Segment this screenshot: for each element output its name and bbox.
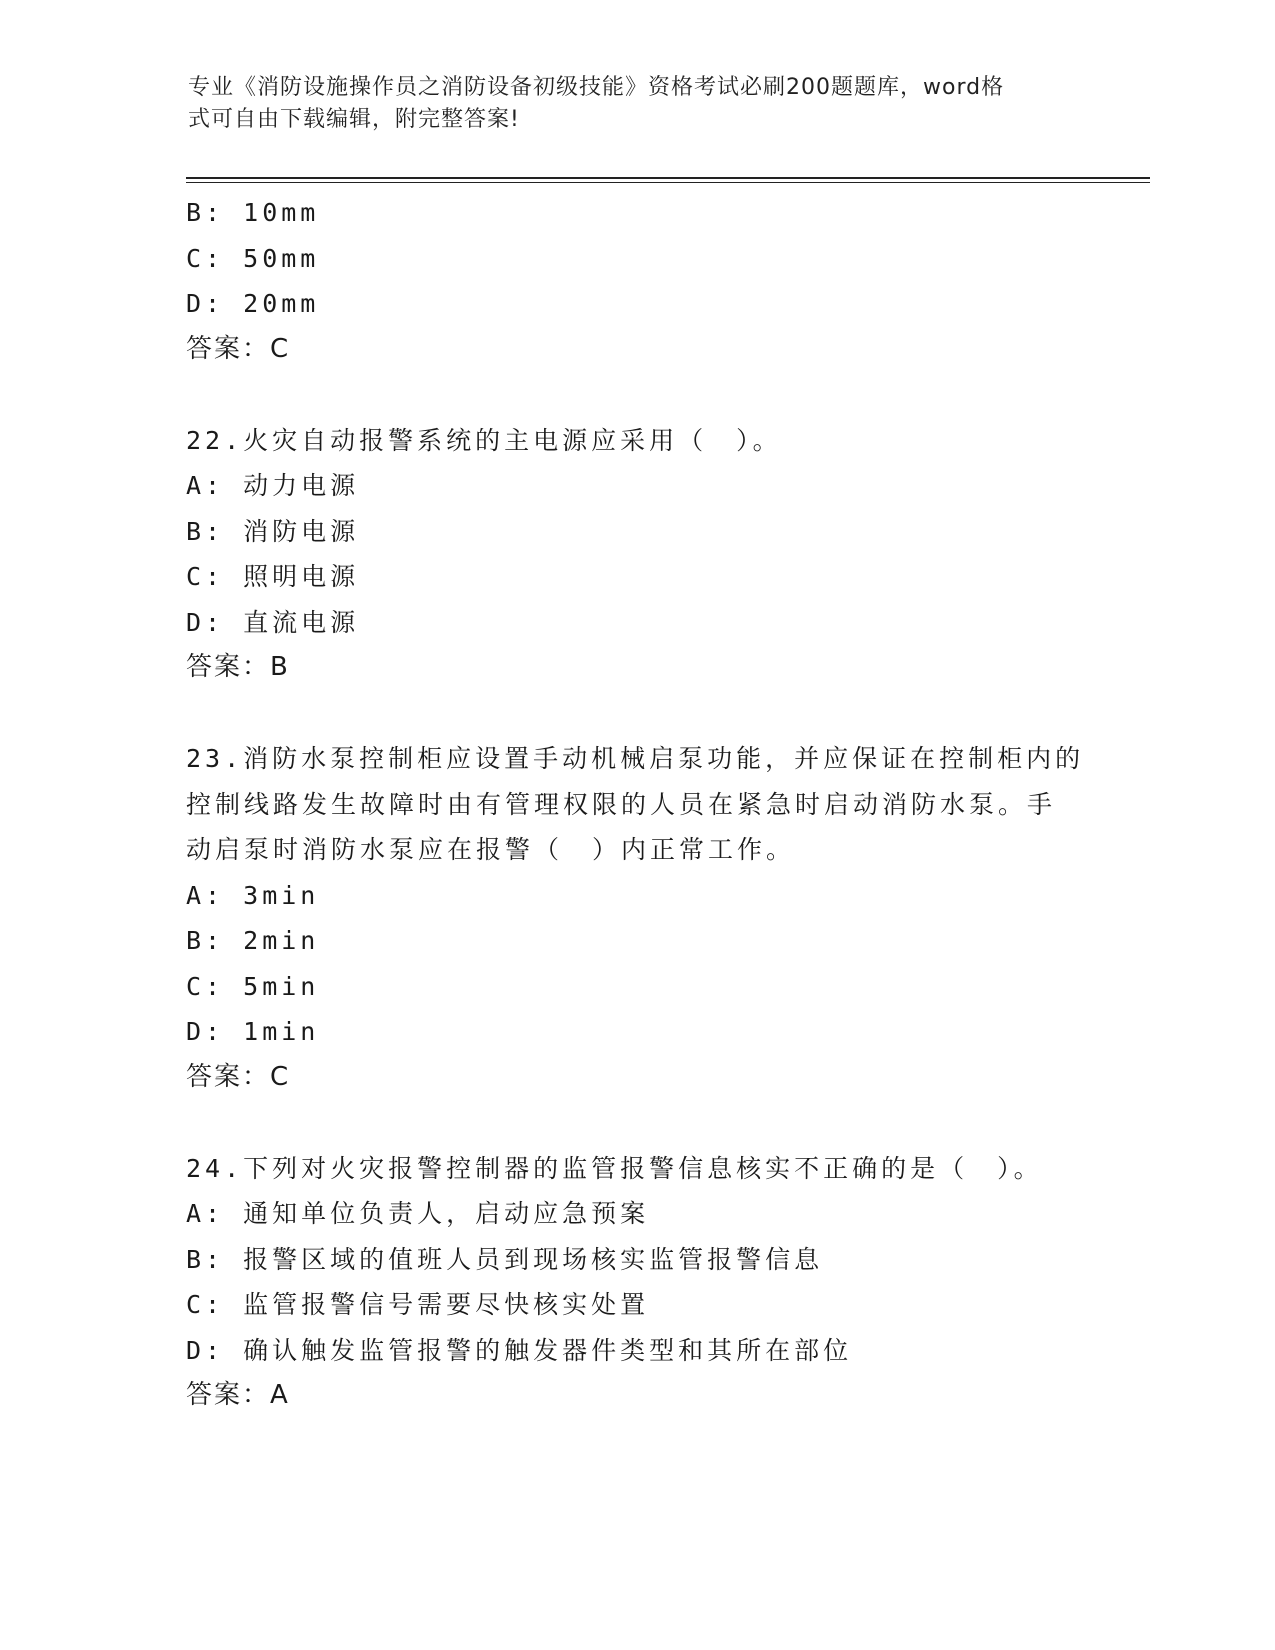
- header-rule: [186, 177, 1150, 179]
- option-a: A: 动力电源: [186, 471, 360, 500]
- option-b: B: 10mm: [186, 198, 320, 227]
- answer-line: 答案：B: [186, 652, 290, 682]
- question-stem-line-2: 控制线路发生故障时由有管理权限的人员在紧急时启动消防水泵。手: [186, 789, 1057, 819]
- question-stem-line-1: 23.消防水泵控制柜应设置手动机械启泵功能，并应保证在控制柜内的: [186, 744, 1085, 773]
- answer-line: 答案：A: [186, 1380, 290, 1410]
- question-content: [186, 190, 1086, 1419]
- option-a: A: 3min: [186, 880, 320, 910]
- document-header: [188, 72, 1068, 136]
- option-d: D: 确认触发监管报警的触发器件类型和其所在部位: [186, 1335, 853, 1365]
- option-d: D: 直流电源: [186, 607, 360, 637]
- spacer: [186, 691, 1086, 737]
- spacer: [186, 1100, 1086, 1146]
- option-b: B: 2min: [186, 926, 320, 955]
- answer-line: 答案：C: [186, 333, 291, 364]
- option-b: B: 报警区域的值班人员到现场核实监管报警信息: [186, 1244, 824, 1274]
- question-stem: 22.火灾自动报警系统的主电源应采用（ ）。: [186, 425, 782, 455]
- option-a: A: 通知单位负责人，启动应急预案: [186, 1199, 650, 1228]
- option-c: C: 监管报警信号需要尽快核实处置: [186, 1290, 650, 1319]
- header-line-1: 专业《消防设施操作员之消防设备初级技能》资格考试必刷200题题库，word格: [188, 75, 1005, 100]
- question-22: [186, 418, 1086, 691]
- option-b: B: 消防电源: [186, 516, 360, 546]
- question-23: [186, 736, 1086, 1100]
- question-stem: 24.下列对火灾报警控制器的监管报警信息核实不正确的是（ ）。: [186, 1153, 1043, 1183]
- question-24: [186, 1146, 1086, 1419]
- header-line-2: 式可自由下载编辑，附完整答案!: [188, 107, 520, 132]
- header-rule-thin: [186, 182, 1150, 183]
- option-d: D: 1min: [186, 1017, 320, 1046]
- option-d: D: 20mm: [186, 289, 320, 318]
- spacer: [186, 372, 1086, 418]
- question-stem-line-3: 动启泵时消防水泵应在报警（ ）内正常工作。: [186, 835, 796, 864]
- answer-line: 答案：C: [186, 1061, 291, 1092]
- option-c: C: 50mm: [186, 243, 320, 273]
- option-c: C: 照明电源: [186, 562, 360, 591]
- option-c: C: 5min: [186, 971, 320, 1001]
- question-21-tail: [186, 190, 1086, 372]
